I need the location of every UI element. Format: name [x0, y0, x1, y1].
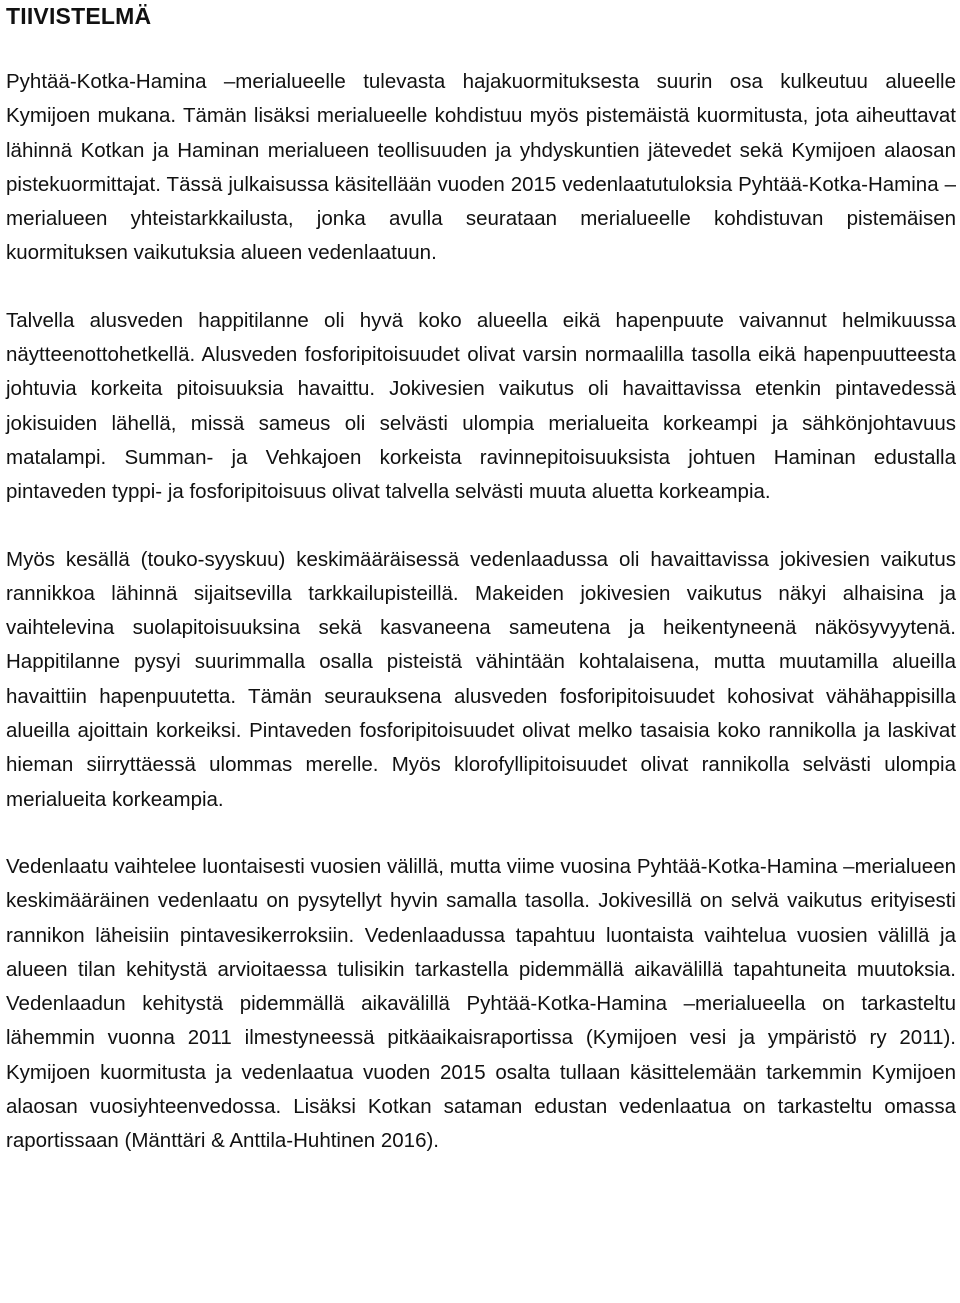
document-page: [6, 0, 956, 1159]
paragraph-winter: Talvella alusveden happitilanne oli hyvä koko alueella eikä hapenpuute vaivannut helmikuussa näytteenottohetkellä. Alusveden fosforipitoisuudet olivat varsin normaalilla tasolla eikä hapenpuutteesta johtuvia korkeita pitoisuuksia havaittu. Jokivesien vaikutus oli havaittavissa etenkin pintavedessä jokisuiden lähellä, missä sameus oli selvästi ulompia merialueita korkeampi ja sähkönjohtavuus matalampi. Summan- ja Vehkajoen korkeista ravinnepitoisuuksista johtuen Haminan edustalla pintaveden typpi- ja fosforipitoisuus olivat talvella selvästi muuta aluetta korkeampia.: [6, 308, 956, 504]
document-heading: TIIVISTELMÄ: [6, 3, 152, 29]
paragraph-summer: Myös kesällä (touko-syyskuu) keskimääräisessä vedenlaadussa oli havaittavissa jokivesien vaikutus rannikkoa lähinnä sijaitsevilla tarkkailupisteillä. Makeiden jokivesien vaikutus näkyi alhaisina ja vaihtelevina suolapitoisuuksina sekä kasvaneena sameutena ja heikentyneenä näkösyvyytenä. Happitilanne pysyi suurimmalla osalla pisteistä vähintään kohtalaisena, mutta muutamilla alueilla havaittiin hapenpuutetta. Tämän seurauksena alusveden fosforipitoisuudet kohosivat vähähappisilla alueilla ajoittain korkeiksi. Pintaveden fosforipitoisuudet olivat melko tasaisia koko rannikolla ja laskivat hieman siirryttäessä ulommas merelle. Myös klorofyllipitoisuudet olivat rannikolla selvästi ulompia merialueita korkeampia.: [6, 547, 956, 811]
paragraph-long-term: Vedenlaatu vaihtelee luontaisesti vuosien välillä, mutta viime vuosina Pyhtää-Kotka-Hamina –merialueen keskimääräinen vedenlaatu on pysytellyt hyvin samalla tasolla. Jokivesillä on selvä vaikutus erityisesti rannikon läheisiin pintavesikerroksiin. Vedenlaadussa tapahtuu luontaista vaihtelua vuosien välillä ja alueen tilan kehitystä arvioitaessa tulisikin tarkastella pidemmällä aikavälillä tapahtuneita muutoksia. Vedenlaadun kehitystä pidemmällä aikavälillä Pyhtää-Kotka-Hamina –merialueella on tarkasteltu lähemmin vuonna 2011 ilmestyneessä pitkäaikaisraportissa (Kymijoen vesi ja ympäristö ry 2011). Kymijoen kuormitusta ja vedenlaatua vuoden 2015 osalta tullaan käsittelemään tarkemmin Kymijoen alaosan vuosiyhteenvedossa. Lisäksi Kotkan sataman edustan vedenlaatua on tarkasteltu omassa raportissaan (Mänttäri & Anttila-Huhtinen 2016).: [6, 854, 956, 1153]
paragraph-intro: Pyhtää-Kotka-Hamina –merialueelle tulevasta hajakuormituksesta suurin osa kulkeutuu alueelle Kymijoen mukana. Tämän lisäksi merialueelle kohdistuu myös pistemäistä kuormitusta, jota aiheuttavat lähinnä Kotkan ja Haminan merialueen teollisuuden ja yhdyskuntien jätevedet sekä Kymijoen alaosan pistekuormittajat. Tässä julkaisussa käsitellään vuoden 2015 vedenlaatutuloksia Pyhtää-Kotka-Hamina –merialueen yhteistarkkailusta, jonka avulla seurataan merialueelle kohdistuvan pistemäisen kuormituksen vaikutuksia alueen vedenlaatuun.: [6, 70, 956, 265]
